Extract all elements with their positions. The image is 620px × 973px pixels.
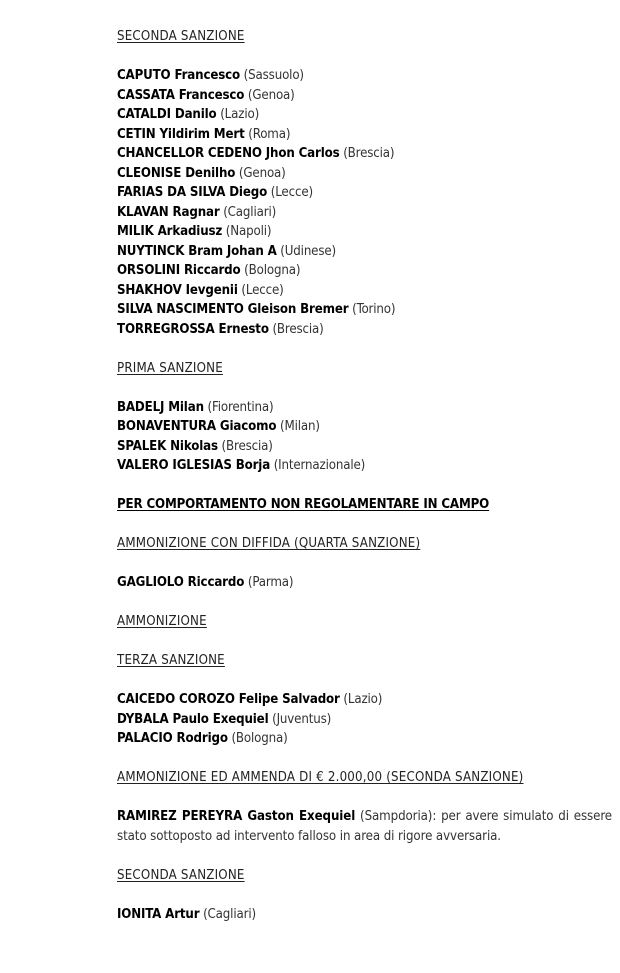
list-item	[117, 905, 612, 925]
ammenda-paragraph	[117, 807, 612, 846]
team-name: (Lazio)	[220, 107, 260, 122]
list-item	[117, 437, 612, 457]
section-heading-terza-sanzione: TERZA SANZIONE	[117, 653, 225, 668]
player-name: GAGLIOLO Riccardo	[117, 575, 245, 590]
sanction-reason: : per avere simulato di essere stato sottoposto ad intervento falloso in area di rigore avversaria.	[117, 809, 613, 844]
list-item	[117, 183, 612, 203]
player-name: CATALDI Danilo	[117, 107, 217, 122]
section-heading-seconda-sanzione-final: SECONDA SANZIONE	[117, 867, 245, 883]
player-list-seconda-sanzione	[117, 66, 612, 339]
list-item	[117, 456, 612, 476]
player-list-prima-sanzione	[117, 398, 612, 476]
list-item	[117, 320, 612, 340]
section-heading-ammenda: AMMONIZIONE ED AMMENDA DI € 2.000,00 (SECONDA SANZIONE)	[117, 770, 524, 785]
team-name: (Roma)	[248, 126, 291, 142]
team-name: (Cagliari)	[203, 906, 256, 922]
team-name: (Juventus)	[272, 711, 332, 727]
team-name: (Genoa)	[238, 165, 286, 181]
team-name: (Parma)	[247, 575, 294, 590]
team-name: (Sampdoria)	[360, 809, 433, 824]
list-item	[117, 144, 612, 164]
list-item	[117, 417, 612, 437]
player-name: IONITA Artur	[117, 906, 200, 922]
team-name: (Brescia)	[221, 438, 273, 454]
list-item	[117, 281, 612, 301]
player-list-terza-sanzione	[117, 690, 612, 749]
team-name: (Genoa)	[247, 87, 295, 103]
player-name: PALACIO Rodrigo	[117, 731, 228, 746]
section-heading-prima-sanzione: PRIMA SANZIONE	[117, 360, 223, 376]
player-name: BONAVENTURA Giacomo	[117, 419, 277, 434]
list-item	[117, 222, 612, 242]
team-name: (Lecce)	[241, 282, 284, 298]
player-list-diffida	[117, 573, 612, 593]
list-item	[117, 105, 612, 125]
main-heading-comportamento: PER COMPORTAMENTO NON REGOLAMENTARE IN CAMPO	[117, 497, 490, 512]
team-name: (Torino)	[352, 302, 396, 317]
team-name: (Cagliari)	[223, 204, 277, 220]
section-heading-diffida: AMMONIZIONE CON DIFFIDA (QUARTA SANZIONE)	[117, 536, 421, 551]
list-item	[117, 203, 612, 223]
player-name: KLAVAN Ragnar	[117, 204, 220, 220]
list-item	[117, 398, 612, 418]
team-name: (Fiorentina)	[207, 399, 274, 415]
list-item	[117, 729, 612, 749]
team-name: (Milan)	[280, 419, 320, 434]
player-name: DYBALA Paulo Exequiel	[117, 711, 269, 727]
player-name: SHAKHOV Ievgenii	[117, 282, 238, 298]
player-name: CASSATA Francesco	[117, 87, 245, 103]
player-name: SILVA NASCIMENTO Gleison Bremer	[117, 302, 349, 317]
player-name: NUYTINCK Bram Johan A	[117, 243, 277, 259]
list-item	[117, 261, 612, 281]
team-name: (Sassuolo)	[243, 68, 304, 83]
player-name: BADELJ Milan	[117, 399, 204, 415]
list-item	[117, 710, 612, 730]
list-item	[117, 690, 612, 710]
team-name: (Bologna)	[231, 731, 288, 746]
section-heading-seconda-sanzione: SECONDA SANZIONE	[117, 29, 245, 44]
player-name: CAICEDO COROZO Felipe Salvador	[117, 692, 340, 707]
team-name: (Internazionale)	[273, 458, 366, 473]
list-item	[117, 300, 612, 320]
team-name: (Udinese)	[280, 243, 336, 259]
player-name: ORSOLINI Riccardo	[117, 263, 241, 278]
section-heading-ammonizione: AMMONIZIONE	[117, 614, 207, 629]
player-name: MILIK Arkadiusz	[117, 224, 223, 239]
team-name: (Brescia)	[272, 321, 324, 337]
list-item	[117, 242, 612, 262]
team-name: (Brescia)	[343, 146, 395, 161]
player-name: CETIN Yildirim Mert	[117, 126, 245, 142]
team-name: (Napoli)	[225, 224, 272, 239]
list-item	[117, 86, 612, 106]
list-item	[117, 125, 612, 145]
player-name: TORREGROSSA Ernesto	[117, 321, 269, 337]
player-name: CAPUTO Francesco	[117, 68, 241, 83]
player-name: CLEONISE Denilho	[117, 165, 236, 181]
list-item	[117, 164, 612, 184]
player-name: VALERO IGLESIAS Borja	[117, 458, 271, 473]
player-name: CHANCELLOR CEDENO Jhon Carlos	[117, 146, 340, 161]
team-name: (Lecce)	[270, 185, 313, 200]
team-name: (Lazio)	[343, 692, 383, 707]
list-item	[117, 66, 612, 86]
player-name: FARIAS DA SILVA Diego	[117, 185, 268, 200]
list-item	[117, 573, 612, 593]
team-name: (Bologna)	[244, 263, 301, 278]
player-list-seconda-sanzione-final	[117, 905, 612, 925]
player-name: SPALEK Nikolas	[117, 438, 218, 454]
player-name: RAMIREZ PEREYRA Gaston Exequiel	[117, 809, 356, 824]
